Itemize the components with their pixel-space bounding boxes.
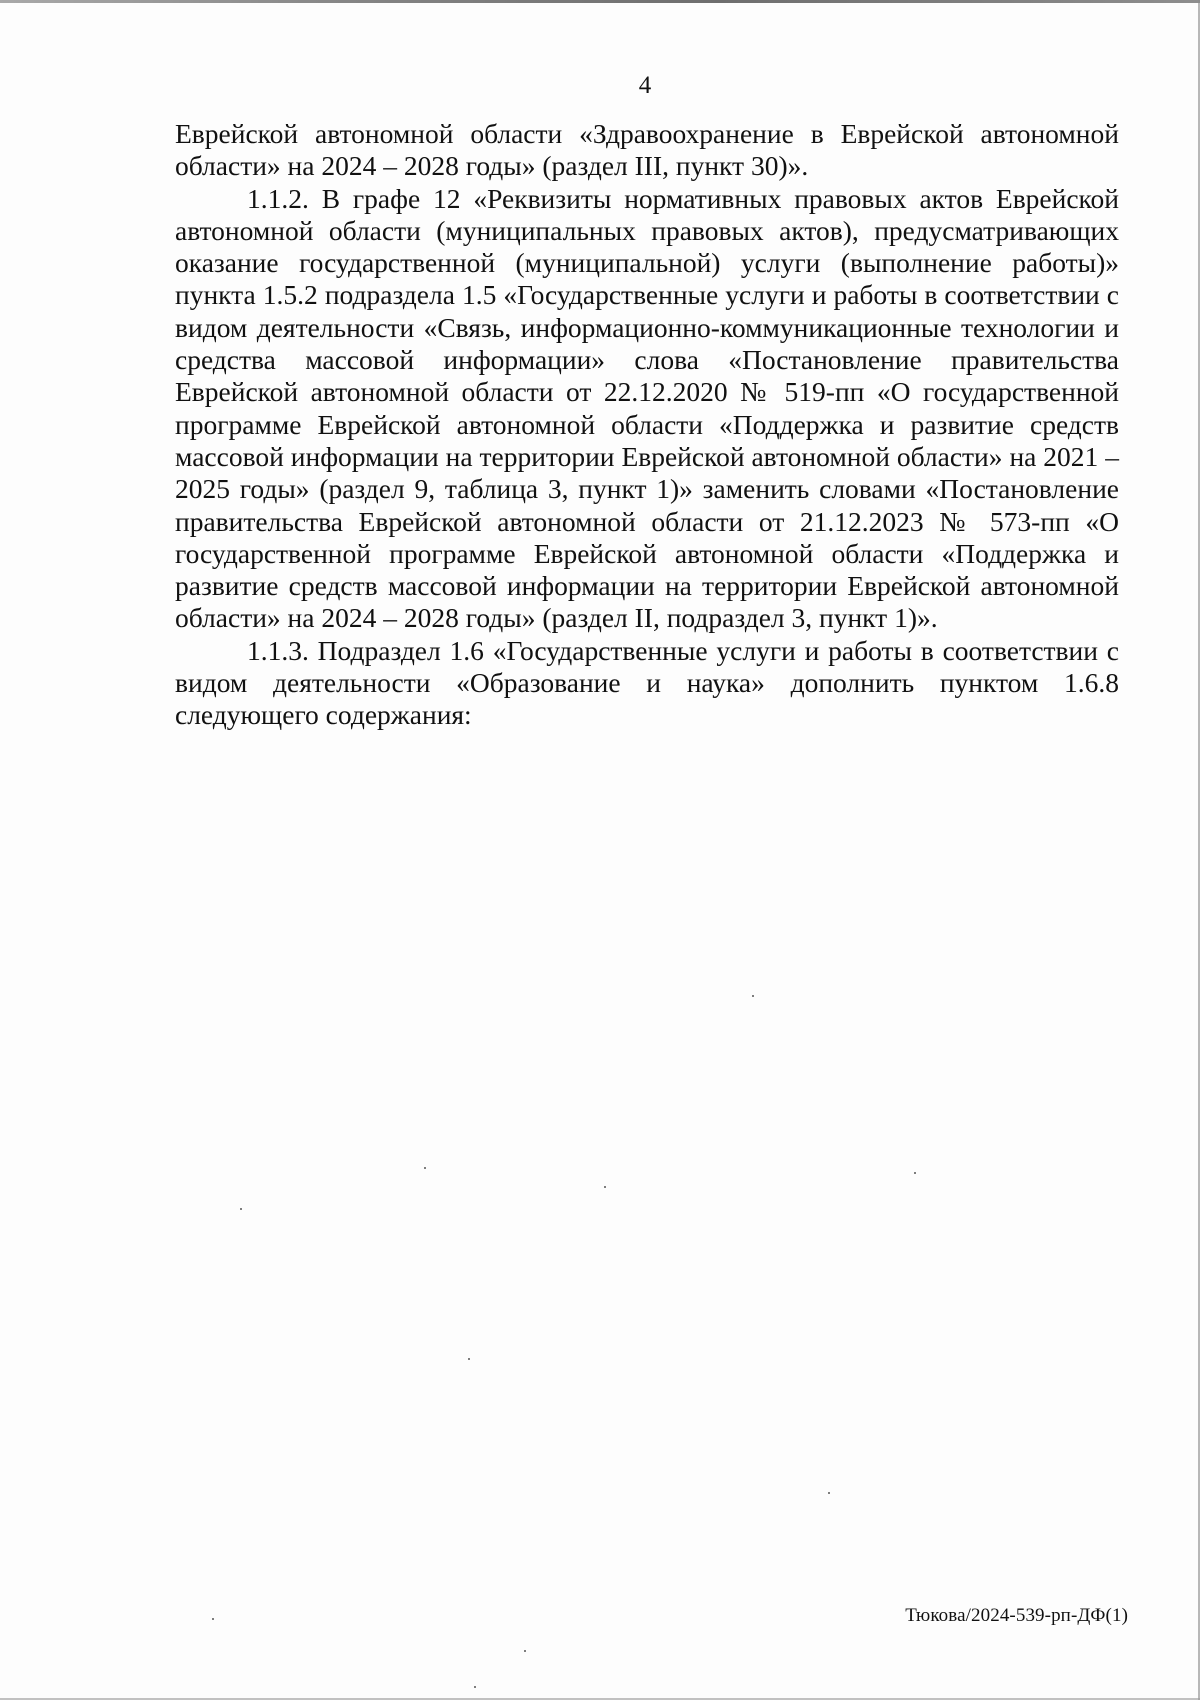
document-footer-code: Тюкова/2024-539-рп-ДФ(1) [905,1605,1128,1626]
scan-speck [828,1492,830,1494]
scan-top-edge [0,0,1200,3]
scan-speck [424,1167,426,1169]
paragraph-continuation: Еврейской автономной области «Здравоохранение в Еврейской автономной области» на 2024 – 2028 годы» (раздел III, пункт 30)». [175,118,1119,182]
scan-speck [914,1172,916,1174]
paragraph-1-1-2: 1.1.2. В графе 12 «Реквизиты нормативных правовых актов Еврейской автономной области (муниципальных правовых актов), предусматривающих оказание государственной (муниципальной) услуги (выполнение работы)» пункта 1.5.2 подраздела 1.5 «Государственные услуги и работы в соответствии с видом деятельности «Связь, информационно-коммуникационные технологии и средства массовой информации» слова «Постановление правительства Еврейской автономной области от 22.12.2020 № 519-пп «О государственной программе Еврейской автономной области «Поддержка и развитие средств массовой информации на территории Еврейской автономной области» на 2021 – 2025 годы» (раздел 9, таблица 3, пункт 1)» заменить словами «Постановление правительства Еврейской автономной области от 21.12.2023 № 573-пп «О государственной программе Еврейской автономной области «Поддержка и развитие средств массовой информации на территории Еврейской автономной области» на 2024 – 2028 годы» (раздел II, подраздел 3, пункт 1)». [175,182,1119,634]
scan-speck [604,1186,606,1188]
paragraph-1-1-3: 1.1.3. Подраздел 1.6 «Государственные услуги и работы в соответствии с видом деятельности «Образование и наука» дополнить пунктом 1.6.8 следующего содержания: [175,634,1119,731]
page-number: 4 [638,72,652,99]
scan-speck [212,1618,214,1620]
scan-speck [752,995,754,997]
scan-speck [240,1208,242,1210]
scan-speck [524,1650,526,1652]
scan-speck [468,1358,470,1360]
document-body [175,118,1119,732]
scan-speck [474,1686,476,1688]
